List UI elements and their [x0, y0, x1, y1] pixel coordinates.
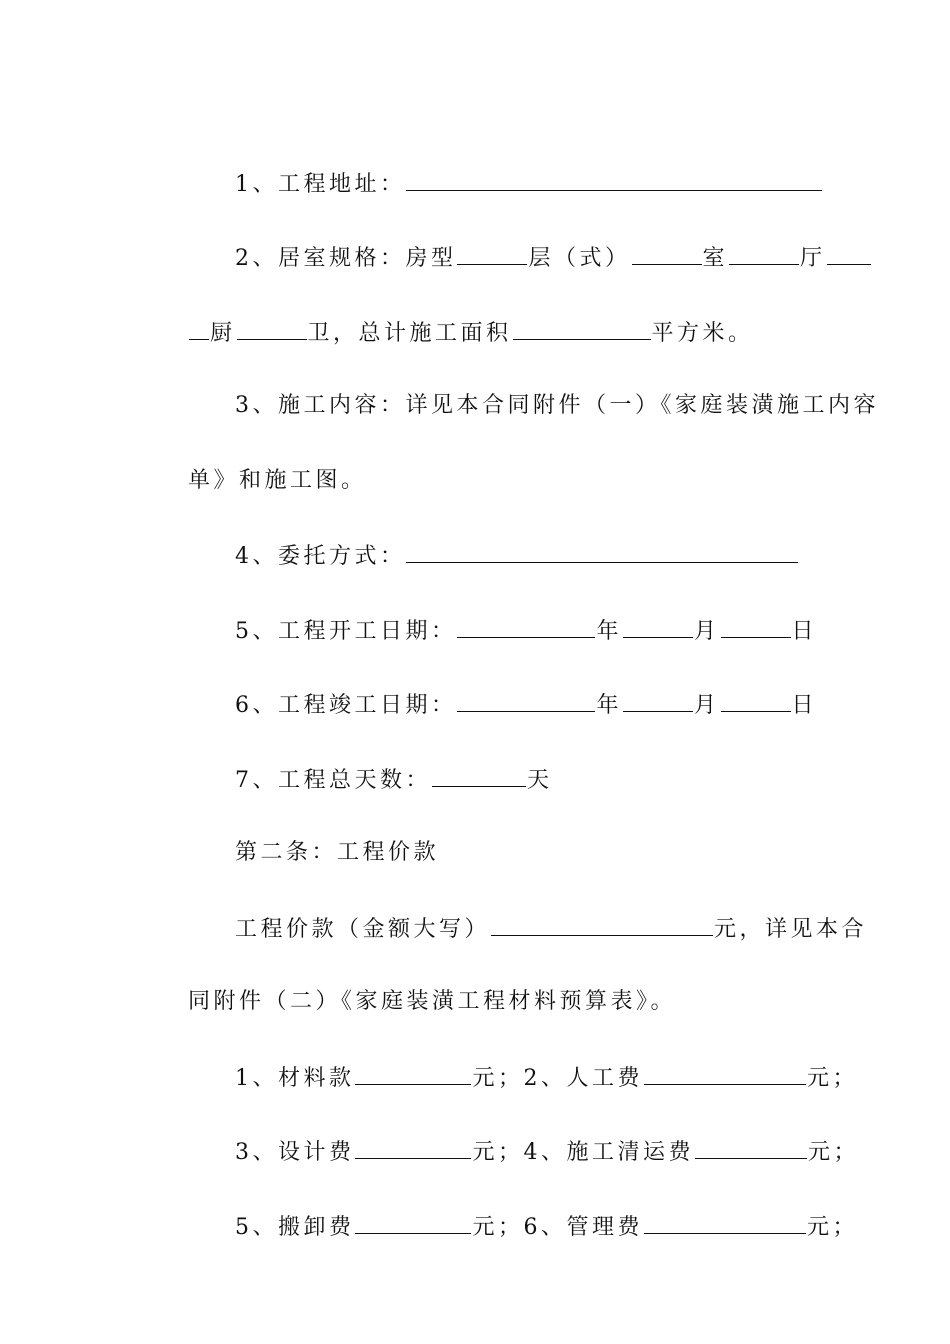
start-month-label: 月	[694, 619, 720, 644]
bath-count-blank	[237, 317, 307, 340]
completion-day-blank	[721, 689, 791, 712]
project-address-label: 1、工程地址：	[234, 172, 406, 197]
start-month-blank	[623, 615, 693, 638]
commission-method-blank	[406, 540, 798, 563]
moving-fee-blank	[355, 1211, 471, 1234]
design-fee-label: 3、设计费	[234, 1140, 355, 1165]
cleanup-fee-label: 元；4、施工清运费	[472, 1140, 694, 1165]
total-days-label: 7、工程总天数：	[234, 768, 431, 793]
floor-label: 层（式）	[528, 246, 631, 271]
cleanup-fee-blank	[695, 1136, 807, 1159]
start-date-label: 5、工程开工日期：	[234, 619, 457, 644]
room-spec-label: 2、居室规格：房型	[234, 246, 457, 271]
completion-month-label: 月	[694, 693, 720, 718]
fee-line-3	[193, 1181, 858, 1273]
area-label: 卫，总计施工面积	[307, 321, 512, 346]
hall-count-blank	[729, 242, 799, 265]
price-ref-text: 元，详见本合	[714, 917, 868, 942]
area-unit: 平方米。	[651, 321, 754, 346]
completion-day-label: 日	[791, 693, 818, 718]
commission-method-label: 4、委托方式：	[234, 544, 406, 569]
total-days-blank	[432, 764, 526, 787]
cleanup-fee-unit: 元；	[807, 1140, 859, 1165]
completion-date-label: 6、工程竣工日期：	[234, 693, 457, 718]
price-ref-text-end: 同附件（二）《家庭装潢工程材料预算表》。	[187, 989, 676, 1014]
completion-year-blank	[457, 689, 595, 712]
start-day-blank	[721, 615, 791, 638]
labor-fee-label: 元；2、人工费	[472, 1066, 643, 1091]
kitchen-count-blank-start	[827, 242, 871, 265]
moving-fee-label: 5、搬卸费	[234, 1215, 355, 1240]
management-fee-blank	[644, 1211, 806, 1234]
material-fee-label: 1、材料款	[234, 1066, 355, 1091]
price-label: 工程价款（金额大写）	[234, 917, 490, 942]
start-year-blank	[457, 615, 595, 638]
area-blank	[513, 317, 651, 340]
floor-blank	[457, 242, 527, 265]
room-label: 室	[702, 246, 729, 271]
design-fee-blank	[355, 1136, 471, 1159]
labor-fee-blank	[644, 1062, 806, 1085]
start-day-label: 日	[791, 619, 818, 644]
price-amount-blank	[491, 913, 713, 936]
article-two-title: 第二条：工程价款	[234, 840, 439, 865]
project-address-blank	[406, 168, 822, 191]
management-fee-unit: 元；	[806, 1215, 858, 1240]
total-days-unit: 天	[526, 768, 553, 793]
material-fee-blank	[355, 1062, 471, 1085]
completion-month-blank	[623, 689, 693, 712]
hall-label: 厅	[800, 246, 826, 271]
construction-content-text-end: 单》和施工图。	[187, 468, 367, 493]
completion-year-label: 年	[596, 693, 622, 718]
start-year-label: 年	[596, 619, 622, 644]
kitchen-label: 厨	[209, 321, 236, 346]
construction-content-text: 3、施工内容：详见本合同附件（一）《家庭装潢施工内容	[234, 393, 879, 418]
labor-fee-unit: 元；	[806, 1066, 858, 1091]
room-count-blank	[632, 242, 702, 265]
kitchen-count-blank-end	[189, 317, 209, 340]
management-fee-label: 元；6、管理费	[472, 1215, 643, 1240]
